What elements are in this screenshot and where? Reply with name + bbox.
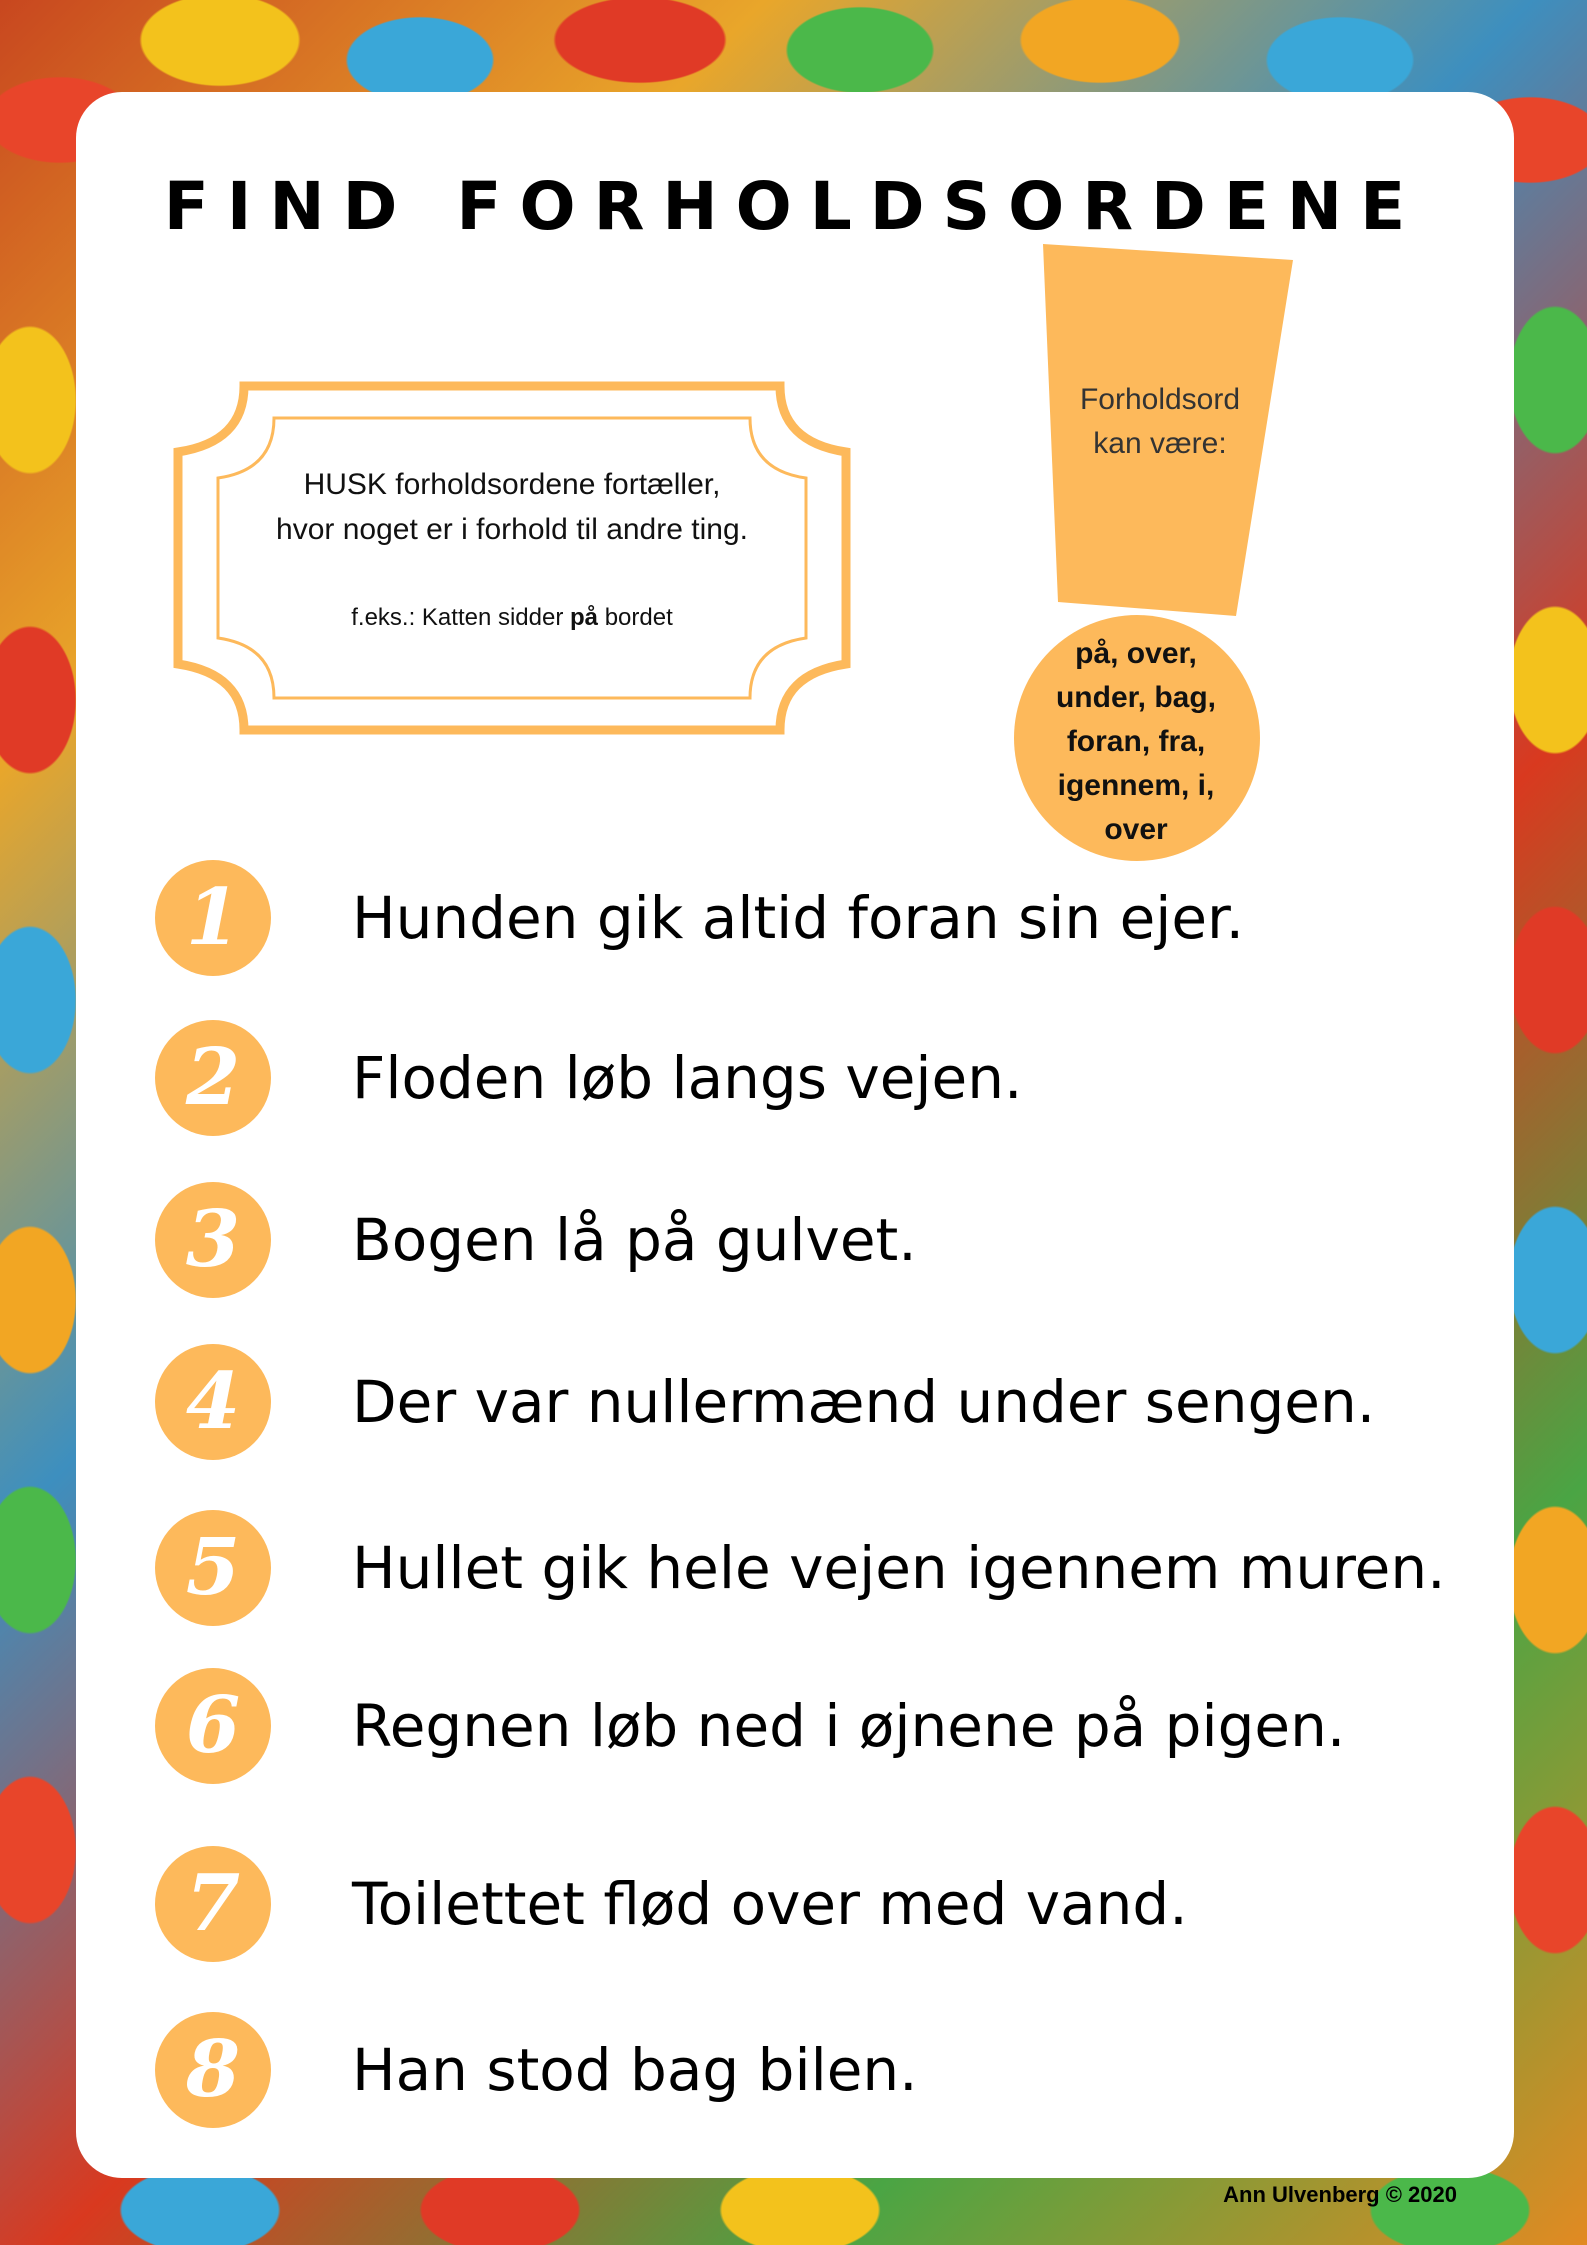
sentence-text: Regnen løb ned i øjnene på pigen.: [352, 1692, 1346, 1760]
number-badge: 5: [155, 1510, 271, 1626]
sentence-row: [0, 1344, 1587, 1464]
sentence-text: Han stod bag bilen.: [352, 2036, 918, 2104]
info-text: Forholdsord kan være:: [1079, 383, 1241, 460]
sentence-text: Hullet gik hele vejen igennem muren.: [352, 1534, 1446, 1602]
sentence-text: Toilettet flød over med vand.: [352, 1870, 1188, 1938]
number-badge: 1: [155, 860, 271, 976]
sentence-text: Der var nullermænd under sengen.: [352, 1368, 1376, 1436]
sentence-row: [0, 2012, 1587, 2132]
page-title: FIND FORHOLDSORDENE: [163, 168, 1424, 245]
sentence-row: [0, 1182, 1587, 1302]
number-badge: 3: [155, 1182, 271, 1298]
number-badge: 2: [155, 1020, 271, 1136]
sentence-text: Bogen lå på gulvet.: [352, 1206, 917, 1274]
sentence-row: [0, 1020, 1587, 1140]
example-text: f.eks.: Katten sidder på bordet: [351, 604, 673, 631]
number-badge: 4: [155, 1344, 271, 1460]
word-list: på, over, under, bag, foran, fra, igennem, i, over: [1055, 637, 1217, 846]
number-badge: 7: [155, 1846, 271, 1962]
reminder-frame: [172, 380, 852, 736]
sentence-row: [0, 860, 1587, 980]
number-badge: 8: [155, 2012, 271, 2128]
credit-text: Ann Ulvenberg © 2020: [1223, 2182, 1457, 2207]
sentence-row: [0, 1668, 1587, 1788]
sentence-text: Floden løb langs vejen.: [352, 1044, 1023, 1112]
sentence-row: [0, 1846, 1587, 1966]
sentence-row: [0, 1510, 1587, 1630]
number-badge: 6: [155, 1668, 271, 1784]
sentence-text: Hunden gik altid foran sin ejer.: [352, 884, 1245, 952]
reminder-text: HUSK forholdsordene fortæller, hvor noget er i forhold til andre ting.: [276, 468, 748, 546]
